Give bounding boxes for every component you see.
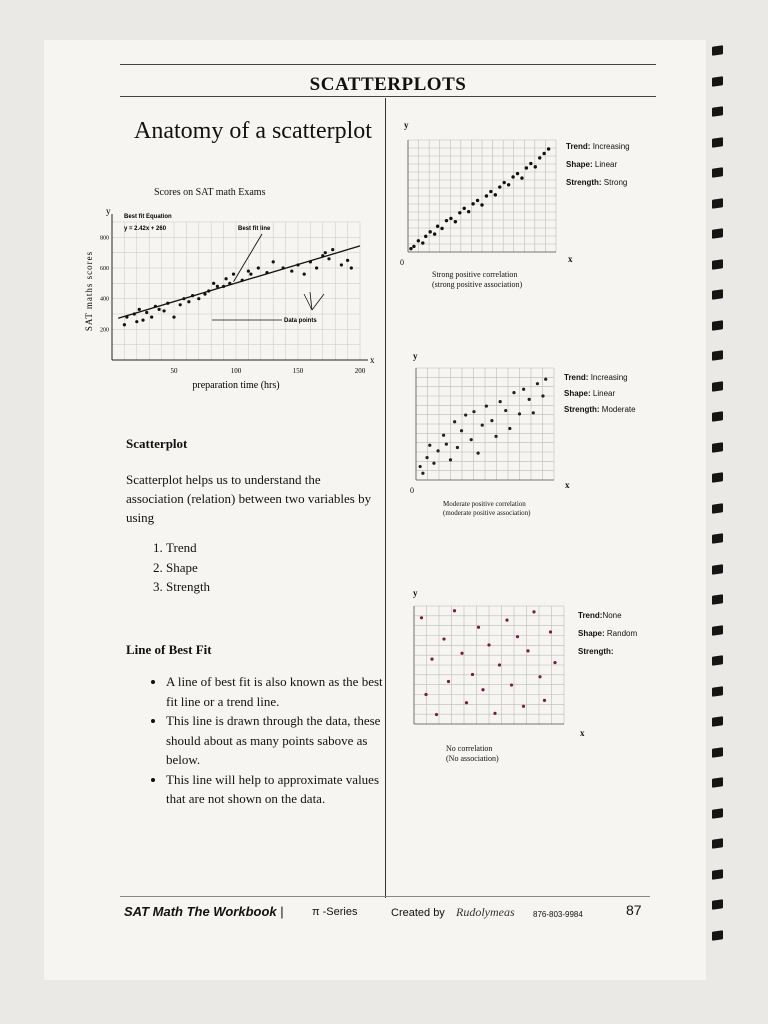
binding-coil [712,899,723,910]
data-point [494,193,497,196]
binding-coil [712,655,723,666]
example1-trend-value: Increasing [592,142,630,151]
data-point [409,247,412,250]
binding-coil [712,716,723,727]
binding-coil [712,167,723,178]
binding-coil [712,503,723,514]
data-point [449,458,452,461]
data-point [138,308,141,311]
data-point [203,292,206,295]
data-point [428,444,431,447]
binding-coil [712,228,723,239]
data-point [516,172,519,175]
data-point [498,663,501,666]
data-point [191,294,194,297]
data-point [538,156,541,159]
best-fit-bullet: • This line will help to approximate values that are not shown on the data. [166,770,396,809]
data-point [538,675,541,678]
data-point [449,217,452,220]
data-point [436,449,439,452]
data-point [480,203,483,206]
data-point [549,630,552,633]
example1-caption-line1: Strong positive correlation [432,270,518,279]
data-point [458,211,461,214]
scatterplot-criteria-list [126,538,210,597]
data-point [522,388,525,391]
example2-trend-label: Trend: [564,373,589,382]
data-point [265,271,268,274]
main-chart-y-label: SAT maths scores [84,250,94,332]
data-point [485,404,488,407]
criteria-strength: 3. Strength [166,577,210,597]
example3-shape-label: Shape: [578,629,605,638]
data-point [456,446,459,449]
data-point [282,266,285,269]
main-chart-x-axis-letter: x [370,355,375,365]
data-point [504,409,507,412]
data-point [435,713,438,716]
example2-labels [564,372,636,416]
spiral-binding [712,40,728,980]
data-point [158,308,161,311]
main-chart-x-label: preparation time (hrs) [192,380,280,391]
main-chart-y-axis-letter: y [106,206,111,216]
footer-phone: 876-803-9984 [533,910,583,919]
data-point [442,434,445,437]
data-point [512,391,515,394]
binding-coil [712,442,723,453]
example2-caption-line1: Moderate positive correlation [443,500,526,508]
data-point [465,701,468,704]
data-point [490,419,493,422]
data-point [272,260,275,263]
data-point [247,269,250,272]
example3-caption-line1: No correlation [446,744,493,753]
binding-coil [712,411,723,422]
example2-shape-value: Linear [592,389,616,398]
example2-shape-label: Shape: [564,389,591,398]
data-point [241,279,244,282]
data-point [547,147,550,150]
data-point [150,315,153,318]
data-point [429,230,432,233]
example2-origin: 0 [410,486,414,495]
best-fit-heading: Line of Best Fit [126,642,212,657]
data-point [224,277,227,280]
data-point [172,315,175,318]
data-point [436,225,439,228]
data-point [507,183,510,186]
binding-coil [712,350,723,361]
example1-labels [566,141,630,189]
data-point [207,289,210,292]
data-point [542,152,545,155]
scatterplot-heading: Scatterplot [126,436,188,451]
data-point [346,259,349,262]
y-tick-label: 600 [100,266,109,272]
data-point [471,673,474,676]
data-point [340,263,343,266]
data-point [516,635,519,638]
y-tick-label: 800 [100,235,109,242]
example1-caption [432,270,522,290]
data-point [505,619,508,622]
data-point [487,643,490,646]
binding-coil [712,472,723,483]
data-point [290,269,293,272]
best-fit-bullet: • A line of best fit is also known as the best fit line or a trend line. [166,672,396,711]
data-point [543,699,546,702]
binding-coil [712,838,723,849]
binding-coil [712,289,723,300]
data-point [460,652,463,655]
data-point [532,610,535,613]
best-fit-line-label: Best fit line [238,226,271,232]
data-point [526,649,529,652]
scatterplot-description: Scatterplot helps us to understand the association (relation) between two variables by using [126,472,372,525]
example3-scatterplot [410,600,575,730]
data-point [464,413,467,416]
data-point [471,202,474,205]
data-point [125,315,128,318]
data-point [511,175,514,178]
page-title: SCATTERPLOTS [309,74,467,95]
footer-signature: Rudolymeas [456,905,515,919]
data-point [141,319,144,322]
example3-labels [578,610,637,658]
data-point [454,220,457,223]
page-heading: Anatomy of a scatterplot [134,118,372,144]
data-point [529,162,532,165]
data-point [498,185,501,188]
example3-strength-label: Strength: [578,647,614,656]
data-point [327,257,330,260]
data-point [536,382,539,385]
y-tick-label: 200 [100,327,109,334]
example1-shape-value: Linear [594,160,618,169]
example1-origin: 0 [400,258,404,267]
example2-scatterplot [410,362,560,487]
criteria-trend: 1. Trend [166,538,210,558]
data-point [470,438,473,441]
data-point [419,465,422,468]
x-tick-label: 150 [292,367,304,375]
binding-coil [712,808,723,819]
data-points-arrow [312,294,324,310]
example3-caption-line2: (No association) [446,754,499,763]
footer-created-by: Created by [391,907,445,919]
example2-caption [443,500,530,518]
data-point [447,680,450,683]
x-tick-label: 100 [230,367,242,375]
data-point [525,166,528,169]
data-point [216,285,219,288]
example1-strength-label: Strength: [566,178,602,187]
binding-coil [712,137,723,148]
data-point [331,248,334,251]
binding-coil [712,625,723,636]
data-point [430,658,433,661]
data-point [425,456,428,459]
data-point [421,241,424,244]
data-point [228,282,231,285]
data-point [420,616,423,619]
data-point [249,273,252,276]
data-point [350,266,353,269]
main-chart-title: Scores on SAT math Exams [154,187,266,198]
data-point [133,312,136,315]
data-point [154,305,157,308]
data-point [222,285,225,288]
data-point [432,462,435,465]
footer-book-name: SAT Math The Workbook [124,904,277,919]
example2-caption-line2: (moderate positive association) [443,509,531,517]
data-point [445,443,448,446]
best-fit-arrow [234,234,262,282]
footer-series: π -Series [312,906,358,918]
binding-coil [712,45,723,56]
data-point [544,378,547,381]
data-point [477,626,480,629]
data-points-label: Data points [284,318,317,324]
data-point [494,435,497,438]
example1-y-axis-letter: y [404,120,409,130]
best-fit-bullets [146,672,396,809]
binding-coil [712,381,723,392]
data-point [485,194,488,197]
data-point [303,273,306,276]
criteria-shape: 2. Shape [166,558,210,578]
binding-coil [712,259,723,270]
header-rule-top [120,64,656,65]
data-point [212,282,215,285]
data-point [433,232,436,235]
data-point [296,263,299,266]
data-point [315,266,318,269]
data-point [510,683,513,686]
example1-scatterplot [400,132,560,262]
footer-book-title: SAT Math The Workbook | [124,904,284,919]
example1-trend-label: Trend: [566,142,591,151]
data-point [232,273,235,276]
data-point [499,400,502,403]
example2-strength-value: Moderate [601,405,636,414]
example1-strength-value: Strong [603,178,628,187]
example1-caption-line2: (strong positive association) [432,280,523,289]
data-point [309,260,312,263]
binding-coil [712,106,723,117]
header-rule-bottom [120,96,656,97]
data-point [493,712,496,715]
x-tick-label: 50 [170,367,178,375]
y-tick-label: 400 [100,296,109,303]
data-point [123,323,126,326]
data-point [424,235,427,238]
best-fit-equation-label: Best fit Equation [124,214,172,220]
binding-coil [712,533,723,544]
example3-shape-value: Random [606,629,638,638]
binding-coil [712,930,723,941]
binding-coil [712,747,723,758]
data-point [135,320,138,323]
data-point [520,176,523,179]
data-point [257,266,260,269]
example2-y-axis-letter: y [413,351,418,361]
data-point [528,398,531,401]
data-point [460,429,463,432]
example1-shape-label: Shape: [566,160,593,169]
example3-trend-value: None [602,611,622,620]
data-point [489,190,492,193]
binding-coil [712,564,723,575]
footer-page-number: 87 [626,902,642,918]
data-point [321,254,324,257]
data-point [145,311,148,314]
data-point [463,207,466,210]
data-point [421,472,424,475]
data-point [522,705,525,708]
data-point [412,245,415,248]
data-point [417,239,420,242]
binding-coil [712,198,723,209]
data-point [472,410,475,413]
data-point [182,297,185,300]
binding-coil [712,594,723,605]
data-point [162,309,165,312]
footer-rule [120,896,650,897]
binding-coil [712,869,723,880]
data-point [442,637,445,640]
binding-coil [712,320,723,331]
data-point [534,165,537,168]
x-tick-label: 200 [354,367,366,375]
data-point [179,303,182,306]
data-point [467,210,470,213]
data-point [541,394,544,397]
data-point [481,424,484,427]
data-point [424,693,427,696]
data-point [166,302,169,305]
best-fit-equation: y = 2.42x + 260 [124,226,167,232]
binding-coil [712,76,723,87]
example2-x-axis-letter: x [565,480,570,490]
data-point [476,199,479,202]
data-point [508,427,511,430]
data-point [503,181,506,184]
data-point [553,661,556,664]
data-point [440,227,443,230]
example1-x-axis-letter: x [568,254,573,264]
example2-trend-value: Increasing [590,373,628,382]
data-point [445,219,448,222]
example3-trend-label: Trend: [578,611,603,620]
data-point [453,420,456,423]
data-point [532,411,535,414]
example3-y-axis-letter: y [413,588,418,598]
data-point [477,452,480,455]
best-fit-bullet: • This line is drawn through the data, these should about as many points sabove as below. [166,711,396,770]
example2-strength-label: Strength: [564,405,600,414]
data-point [197,297,200,300]
data-point [324,251,327,254]
example3-caption [446,744,499,764]
data-point [518,412,521,415]
binding-coil [712,777,723,788]
data-point [453,609,456,612]
data-point [187,300,190,303]
main-chart [80,200,380,430]
binding-coil [712,686,723,697]
data-point [481,688,484,691]
example3-x-axis-letter: x [580,728,585,738]
